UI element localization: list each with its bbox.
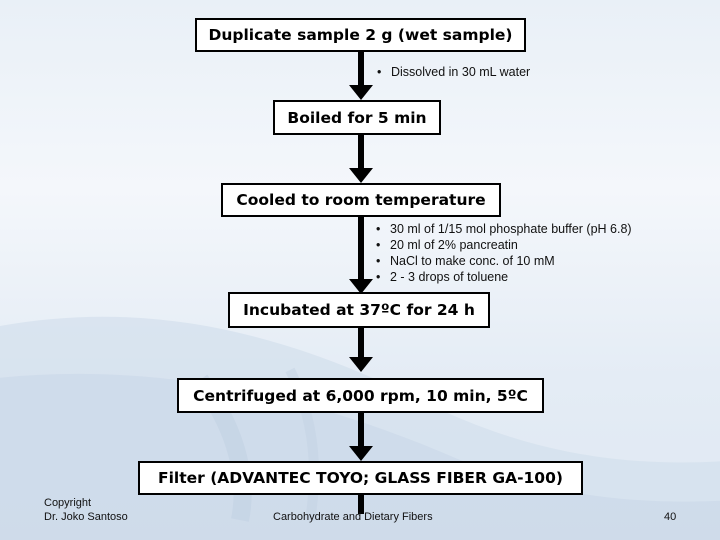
note-item: • Dissolved in 30 mL water: [377, 65, 531, 79]
bullet-icon: •: [376, 222, 381, 236]
author-name: Dr. Joko Santoso: [44, 511, 128, 523]
bullet-icon: •: [377, 65, 382, 79]
step-filter: Filter (ADVANTEC TOYO; GLASS FIBER GA-100): [138, 461, 583, 495]
bullet-icon: •: [376, 270, 381, 284]
step-centrifuged: Centrifuged at 6,000 rpm, 10 min, 5ºC: [177, 378, 544, 413]
arrow-4: [349, 327, 373, 372]
arrow-2: [349, 134, 373, 183]
footer-copyright: [44, 496, 128, 524]
page-number: 40: [664, 511, 677, 523]
arrow-1: [349, 51, 373, 100]
step-duplicate-sample: Duplicate sample 2 g (wet sample): [195, 18, 526, 52]
step-boiled: Boiled for 5 min: [273, 100, 441, 135]
copyright-label: Copyright: [44, 497, 92, 509]
bullet-icon: •: [376, 254, 381, 268]
note-item: • 2 - 3 drops of toluene: [376, 270, 509, 284]
footer-topic: Carbohydrate and Dietary Fibers: [273, 511, 433, 523]
note-item: • 20 ml of 2% pancreatin: [376, 238, 518, 252]
step-cooled: Cooled to room temperature: [221, 183, 501, 217]
bullet-icon: •: [376, 238, 381, 252]
note-item: • 30 ml of 1/15 mol phosphate buffer (pH 6.8): [376, 222, 632, 236]
note-item: • NaCl to make conc. of 10 mM: [376, 254, 555, 268]
arrow-3: [349, 216, 373, 294]
arrow-5: [349, 412, 373, 461]
step-incubated: Incubated at 37ºC for 24 h: [228, 292, 490, 328]
note-incubation-reagents: [376, 221, 632, 285]
note-dissolve: [377, 64, 530, 80]
